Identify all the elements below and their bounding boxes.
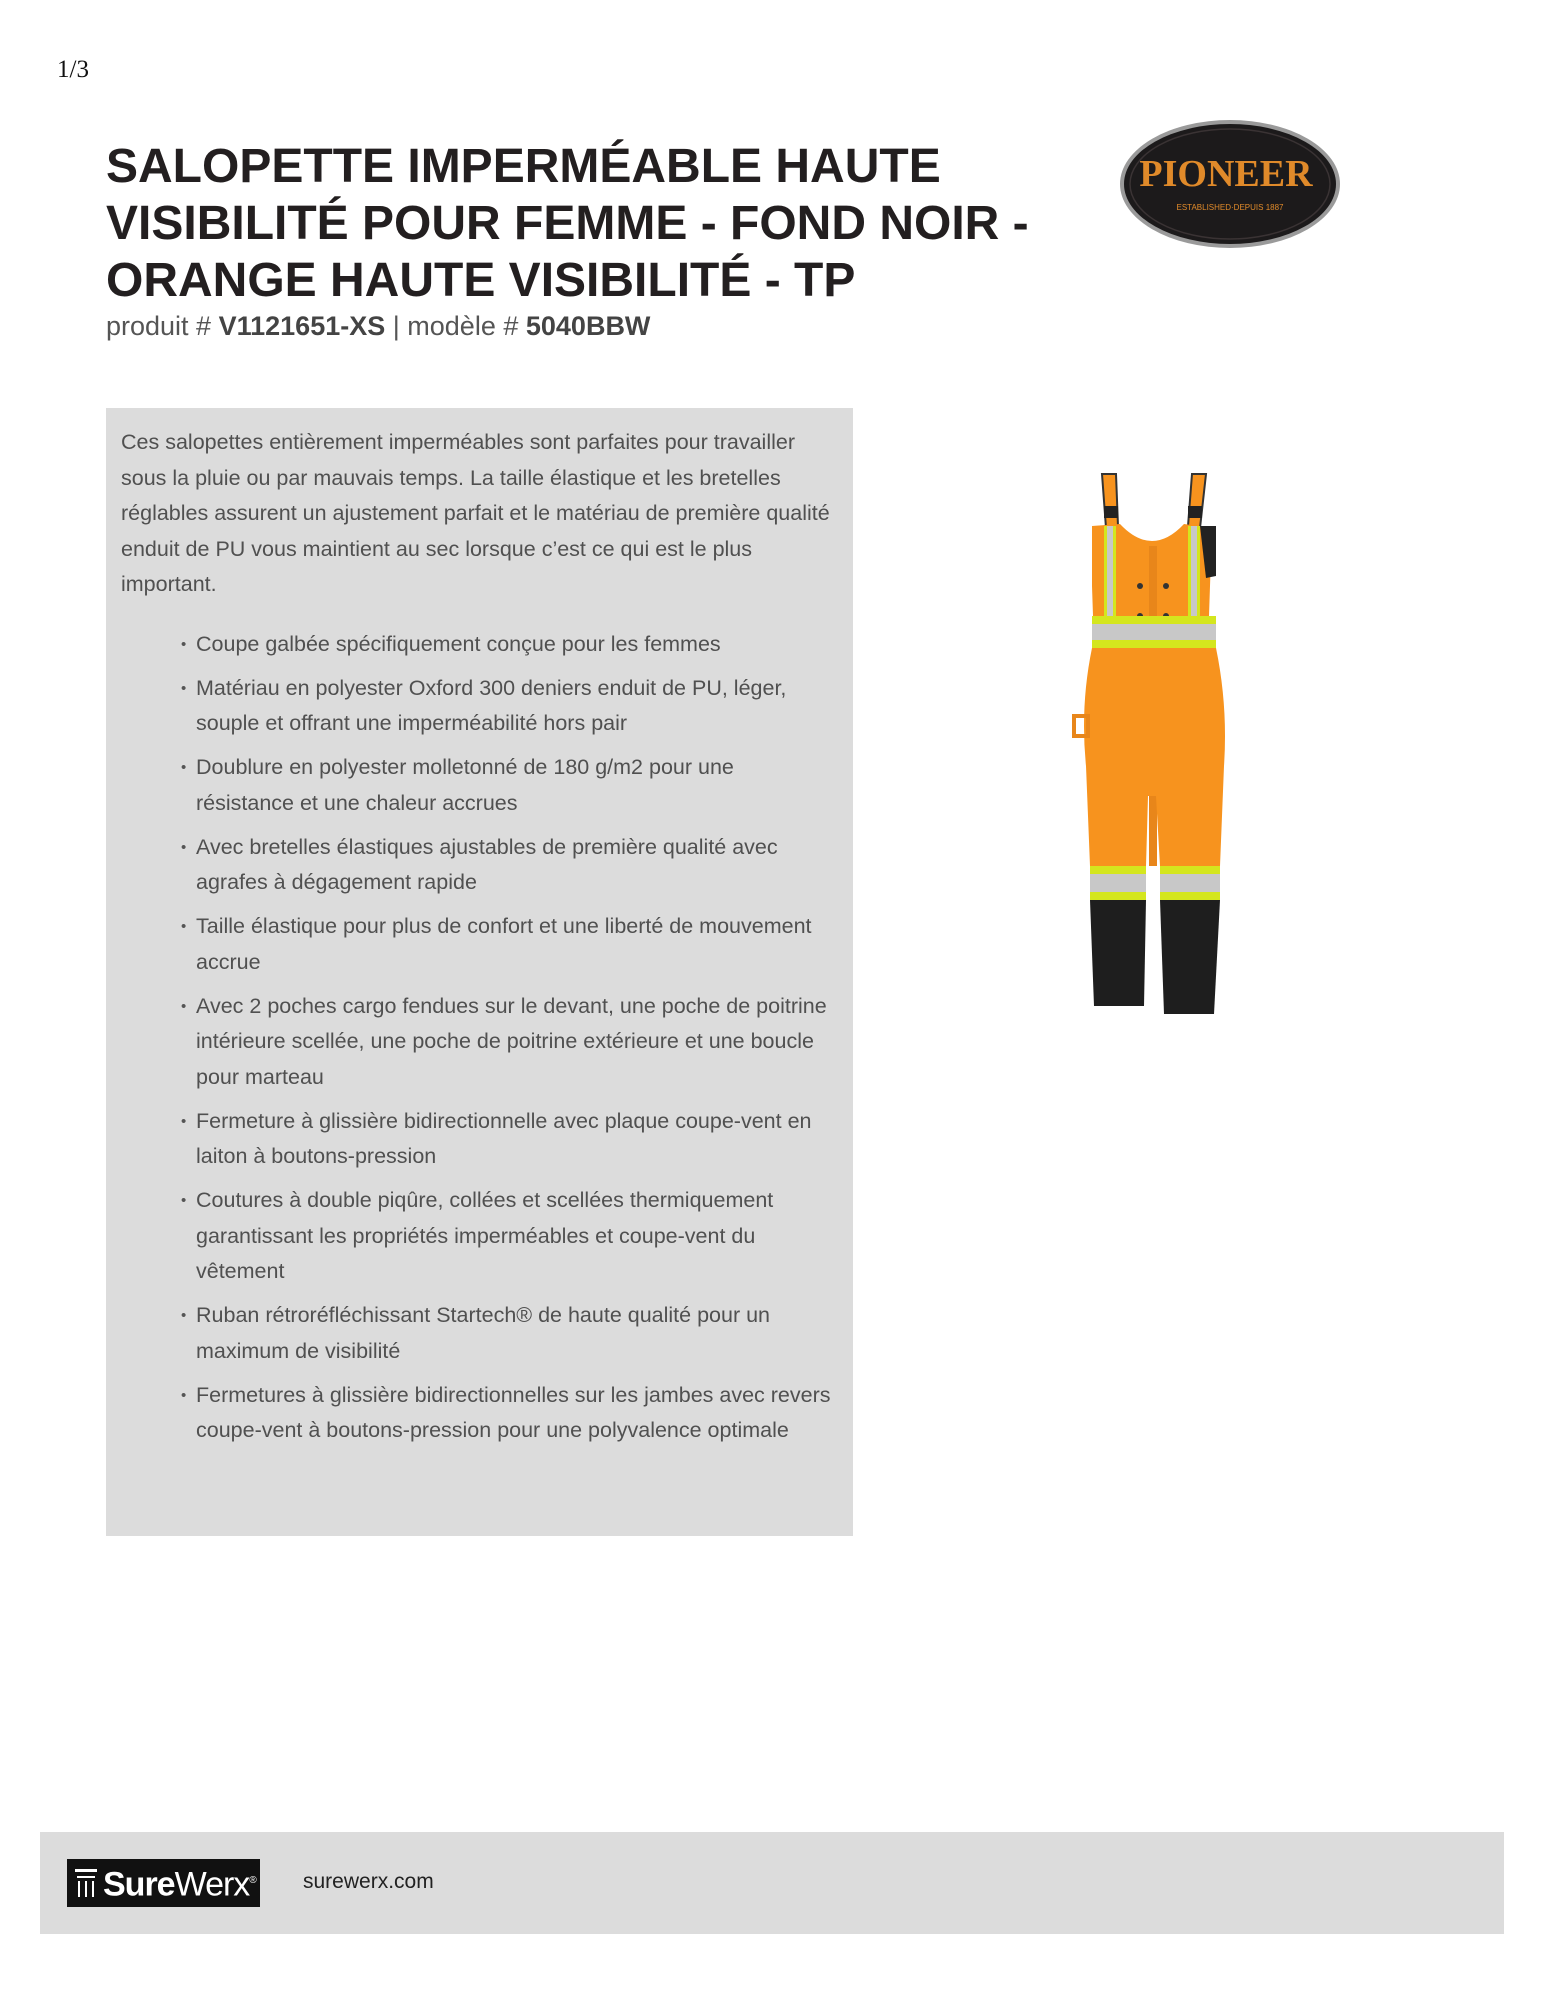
product-identifiers	[106, 311, 650, 342]
feature-item: • Avec 2 poches cargo fendues sur le devant, une poche de poitrine intérieure scellée, une poche de poitrine extérieure et une boucle pour marteau	[181, 989, 837, 1096]
feature-list	[121, 627, 837, 1449]
feature-item: • Ruban rétroréfléchissant Startech® de haute qualité pour un maximum de visibilité	[181, 1298, 837, 1369]
feature-item: • Avec bretelles élastiques ajustables de première qualité avec agrafes à dégagement rapide	[181, 830, 837, 901]
page-number: 1/3	[57, 56, 89, 83]
product-number-label: produit #	[106, 311, 212, 341]
pioneer-logo	[1118, 118, 1342, 250]
model-number-label: modèle #	[407, 311, 519, 341]
feature-item: • Coutures à double piqûre, collées et scellées thermiquement garantissant les propriétés imperméables et coupe-vent du vêtement	[181, 1183, 837, 1290]
surewerx-logo	[67, 1859, 260, 1907]
feature-item: • Doublure en polyester molletonné de 180 g/m2 pour une résistance et une chaleur accrues	[181, 750, 837, 821]
feature-item: • Matériau en polyester Oxford 300 deniers enduit de PU, léger, souple et offrant une imperméabilité hors pair	[181, 671, 837, 742]
feature-item: • Fermeture à glissière bidirectionnelle avec plaque coupe-vent en laiton à boutons-pression	[181, 1104, 837, 1175]
feature-item: • Coupe galbée spécifiquement conçue pour les femmes	[181, 627, 837, 663]
feature-item: • Taille élastique pour plus de confort et une liberté de mouvement accrue	[181, 909, 837, 980]
surewerx-wordmark-bold: Sure	[103, 1865, 175, 1904]
surewerx-wordmark-light: Werx	[174, 1865, 250, 1904]
identifier-separator: |	[392, 311, 400, 341]
page-title: SALOPETTE IMPERMÉABLE HAUTE VISIBILITÉ POUR FEMME - FOND NOIR - ORANGE HAUTE VISIBILITÉ - TP	[106, 140, 1029, 307]
footer	[40, 1832, 1504, 1934]
registered-mark: ®	[249, 1875, 256, 1887]
surewerx-mark-icon	[71, 1859, 101, 1907]
pioneer-logo-tagline: ESTABLISHED·DEPUIS 1887	[1176, 203, 1284, 212]
pioneer-logo-wordmark: PIONEER	[1139, 153, 1313, 195]
product-image	[1060, 466, 1240, 1026]
footer-website-link[interactable]: surewerx.com	[303, 1870, 434, 1893]
product-number: V1121651-XS	[218, 311, 386, 341]
description-intro: Ces salopettes entièrement imperméables sont parfaites pour travailler sous la pluie ou par mauvais temps. La taille élastique et les bretelles réglables assurent un ajustement parfait et le matériau de première qualité enduit de PU vous maintient au sec lorsque c’est ce qui est le plus important.	[121, 430, 830, 596]
surewerx-wordmark	[103, 1857, 256, 1908]
description-panel	[106, 408, 853, 1536]
model-number: 5040BBW	[525, 311, 651, 341]
feature-item: • Fermetures à glissière bidirectionnelles sur les jambes avec revers coupe-vent à boutons-pression pour une polyvalence optimale	[181, 1378, 837, 1449]
